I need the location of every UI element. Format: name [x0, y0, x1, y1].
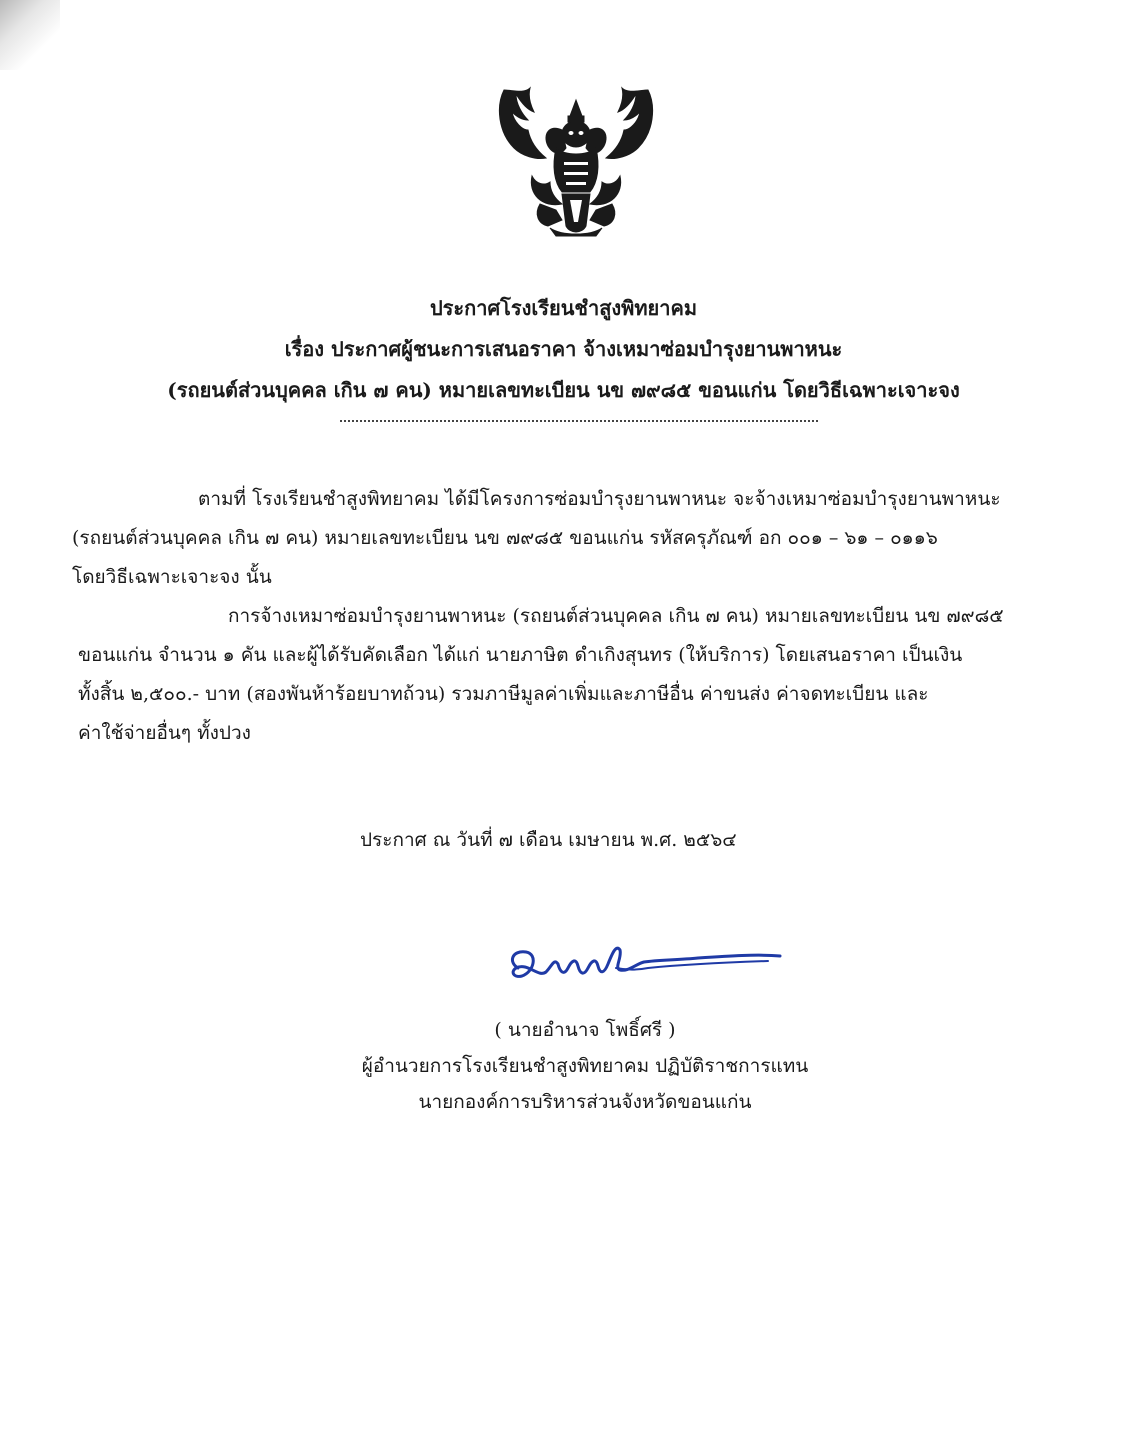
- announcement-body: [72, 480, 1082, 753]
- paragraph2-line3: ทั้งสิ้น ๒,๕๐๐.- บาท (สองพันห้าร้อยบาทถ้วน) รวมภาษีมูลค่าเพิ่มและภาษีอื่น ค่าขนส่ง ค่าจดทะเบียน และ: [78, 683, 929, 705]
- signer-name: ( นายอำนาจ โพธิ์ศรี ): [494, 1019, 676, 1041]
- page-corner-shadow: [0, 0, 60, 70]
- announcement-date: ประกาศ ณ วันที่ ๗ เดือน เมษายน พ.ศ. ๒๕๖๔: [360, 829, 737, 851]
- separator-line: [340, 420, 818, 422]
- header-title: ประกาศโรงเรียนชำสูงพิทยาคม: [429, 296, 698, 320]
- header-subject-detail: (รถยนต์ส่วนบุคคล เกิน ๗ คน) หมายเลขทะเบียน นข ๗๙๘๕ ขอนแก่น โดยวิธีเฉพาะเจาะจง: [167, 378, 960, 402]
- garuda-emblem-icon: [492, 86, 660, 238]
- signer-block: [300, 1012, 870, 1120]
- paragraph2-line4: ค่าใช้จ่ายอื่นๆ ทั้งปวง: [78, 722, 251, 744]
- paragraph1-line1: ตามที่ โรงเรียนชำสูงพิทยาคม ได้มีโครงการซ่อมบำรุงยานพาหนะ จะจ้างเหมาซ่อมบำรุงยานพาหนะ: [198, 488, 1001, 510]
- paragraph2-line1: การจ้างเหมาซ่อมบำรุงยานพาหนะ (รถยนต์ส่วนบุคคล เกิน ๗ คน) หมายเลขทะเบียน นข ๗๙๘๕: [228, 605, 1004, 627]
- signer-position: ผู้อำนวยการโรงเรียนชำสูงพิทยาคม ปฏิบัติราชการแทน: [361, 1055, 809, 1077]
- paragraph1-line3: โดยวิธีเฉพาะเจาะจง นั้น: [72, 566, 272, 588]
- paragraph1-line2: (รถยนต์ส่วนบุคคล เกิน ๗ คน) หมายเลขทะเบียน นข ๗๙๘๕ ขอนแก่น รหัสครุภัณฑ์ อก ๐๐๑ – ๖๑ – ๐๑๑๖: [72, 527, 938, 549]
- paragraph2-line2: ขอนแก่น จำนวน ๑ คัน และผู้ได้รับคัดเลือก ได้แก่ นายภาษิต ดำเกิงสุนทร (ให้บริการ) โดยเสนอราคา เป็นเงิน: [78, 644, 963, 666]
- signer-acting-for: นายกองค์การบริหารส่วนจังหวัดขอนแก่น: [418, 1091, 752, 1113]
- announcement-header: [0, 288, 1127, 411]
- handwritten-signature: [498, 928, 788, 998]
- header-subject: เรื่อง ประกาศผู้ชนะการเสนอราคา จ้างเหมาซ่อมบำรุงยานพาหนะ: [284, 337, 843, 361]
